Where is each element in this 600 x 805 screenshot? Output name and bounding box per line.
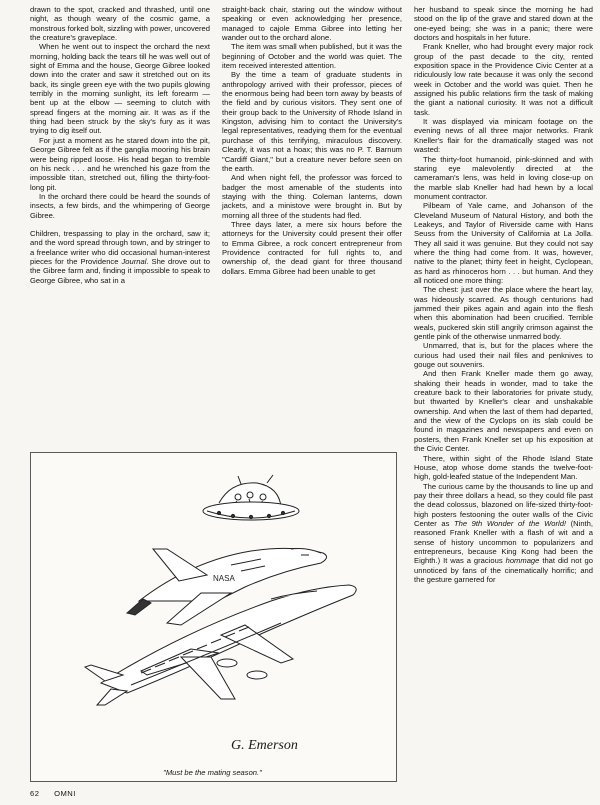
paragraph: Frank Kneller, who had brought every major rock group of the past decade to the city, rented exposition space in the Providence Civic Center at a ridiculously low rate because it was only the second week in October and the world was quiet. Then he assigned his public relations firm the task of making the giant a national curiosity. It was not a difficult task.: [414, 42, 593, 117]
cartoon-caption: "Must be the mating season.": [163, 768, 262, 777]
magazine-name: OMNI: [54, 789, 76, 798]
paragraph: Unmarred, that is, but for the places where the curious had used their nail files and penknives to gouge out souvenirs.: [414, 341, 593, 370]
paragraph: And then Frank Kneller made them go away, shaking their heads in wonder, mad to take the creature back to their laboratories for private study, but thwarted by Kneller's clear and unshakable ownership. And when the last of them had departed, and the view of the Cyclops on its slab could be found in magazines and newspapers and even on posters, then Frank Kneller set up his exposition at the Civic Center.: [414, 369, 593, 454]
carrier-airplane-icon: [85, 585, 356, 705]
paragraph: Pilbeam of Yale came, and Johanson of the Cleveland Museum of Natural History, and both the Leakeys, and Taylor of Riverside came with Hans Seuss from the University of California at La Jolla. They all said it was genuine. But they could not say where the thing had come from. It was, however, native to the planet; thirty feet in height, Cyclopean, as hard as rhinoceros horn . . . but human. And they all noticed one more thing:: [414, 201, 593, 285]
paragraph: drawn to the spot, cracked and thrashed, until one night, as though weary of the cosmic game, a monstrous forked bolt, sizzling with power, uncovered the creature's graveplace.: [30, 5, 210, 43]
paragraph: When he went out to inspect the orchard the next morning, holding back the tears till he was well out of sight of Emma and the house, George Gibree looked down into the crater and saw it stretched out on its back, its single green eye with the two pupils glowing terribly in the morning sunlight, its left forearm — bent up at the elbow — seeming to clutch with spread fingers at the morning air. It was as if the thing had been struck by the sky's fury as it was trying to dig itself out.: [30, 42, 210, 136]
paragraph: [30, 229, 210, 285]
paragraph: [414, 482, 593, 585]
page-number: 62: [30, 789, 40, 798]
cartoon-illustration: [30, 452, 397, 782]
paragraph-text: (Ninth, reasoned Frank Kneller with a flash of wit and a sense of history uncommon to popularizers and entrepreneurs, because King Kong had been the Eighth.) It was a gracious: [414, 518, 593, 566]
poster-title: The 9th Wonder of the World!: [454, 518, 567, 528]
artist-signature: G. Emerson: [231, 738, 298, 753]
paragraph: her husband to speak since the morning he had stood on the lip of the grave and stared down at the one-eyed being; she was in a panic; there were doctors and hospitals in her future.: [414, 5, 593, 43]
paragraph: The chest: just over the place where the heart lay, was hideously scarred. As though centurions had jammed their pikes again and again into the flesh when this abomination had been crucified. Terrible weals, puckered skin still angrily crimson against the gentle pink of the otherwise unmarred body.: [414, 285, 593, 342]
paragraph: For just a moment as he stared down into the pit, George Gibree felt as if the ganglia mooring his brain were being ripped loose. His head began to tremble on his neck . . . and he wrenched his gaze from the impossible titan, stretched out, filling the thirty-foot-long pit.: [30, 135, 210, 192]
cartoon-drawing: [31, 453, 396, 781]
journal-title: Journal: [121, 256, 147, 266]
page-footer: [30, 789, 88, 798]
nasa-label: NASA: [213, 574, 235, 583]
paragraph: It was displayed via minicam footage on the evening news of all three major networks. Frank Kneller's flair for the dramatically staged was not wasted:: [414, 117, 593, 155]
paragraph: In the orchard there could be heard the sounds of insects, a few birds, and the whimpering of George Gibree.: [30, 191, 210, 220]
paragraph-text: The curious came by the thousands to line up and pay their three dollars a head, so they could file past the dead colossus, blazoned on life-sized thirty-foot-high posters festooning the outer walls of the Civic Center as: [414, 481, 593, 528]
paragraph-text: that did not go unnoticed by fans of the cinematically horrific; and the gesture garnered for: [414, 556, 593, 584]
column-middle: [222, 5, 402, 276]
paragraph: By the time a team of graduate students in anthropology arrived with their professor, pieces of the enormous being had been torn away by beasts of the field and by curious visitors. They sent one of their group back to the University of Rhode Island in Kingston, advising him to contact the University's legal representatives, readying them for the eventual purchase of this terrifying, miraculous discovery. Clearly, it was not a hoax; this was no P. T. Barnum "Cardiff Giant," but a creature never before seen on the earth.: [222, 70, 402, 173]
paragraph: The item was small when published, but it was the beginning of October and the world was quiet. The item received interested attention.: [222, 42, 402, 71]
paragraph: The thirty-foot humanoid, pink-skinned and with staring eye malevolently directed at the cameraman's lens, was held in loving close-up on the marble slab Kneller had had hewn by a local monument contractor.: [414, 154, 593, 201]
paragraph: There, within sight of the Rhode Island State House, atop whose dome stands the twelve-foot-high, gold-leafed statue of the Independent Man.: [414, 453, 593, 482]
paragraph: And when night fell, the professor was forced to badger the most amenable of the students into staying with the thing. Coleman lanterns, down jackets, and a ministove were brought in. But by morning all three of the students had fled.: [222, 173, 402, 220]
paragraph: Three days later, a mere six hours before the attorneys for the University could present their offer to Emma Gibree, a rock concert entrepreneur from Providence contracted for full rights to, and ownership of, the dead giant for three thousand dollars. Emma Gibree had been unable to get: [222, 219, 402, 276]
flying-saucer-icon: [203, 475, 299, 520]
hommage-word: hommage: [505, 556, 540, 566]
column-left: [30, 5, 210, 285]
column-right: [414, 5, 593, 584]
paragraph-text: . She drove out to the Gibree farm and, finding it impossible to speak to George Gibree, who sat in a: [30, 256, 210, 285]
paragraph: straight-back chair, staring out the window without speaking or even acknowledging her presence, managed to cajole Emma Gibree into letting her wander out to the orchard alone.: [222, 5, 402, 43]
paragraph-text: Children, trespassing to play in the orchard, saw it; and the word spread through town, and by stringer to a freelance writer who did occasional human-interest pieces for the Providence: [30, 228, 210, 266]
